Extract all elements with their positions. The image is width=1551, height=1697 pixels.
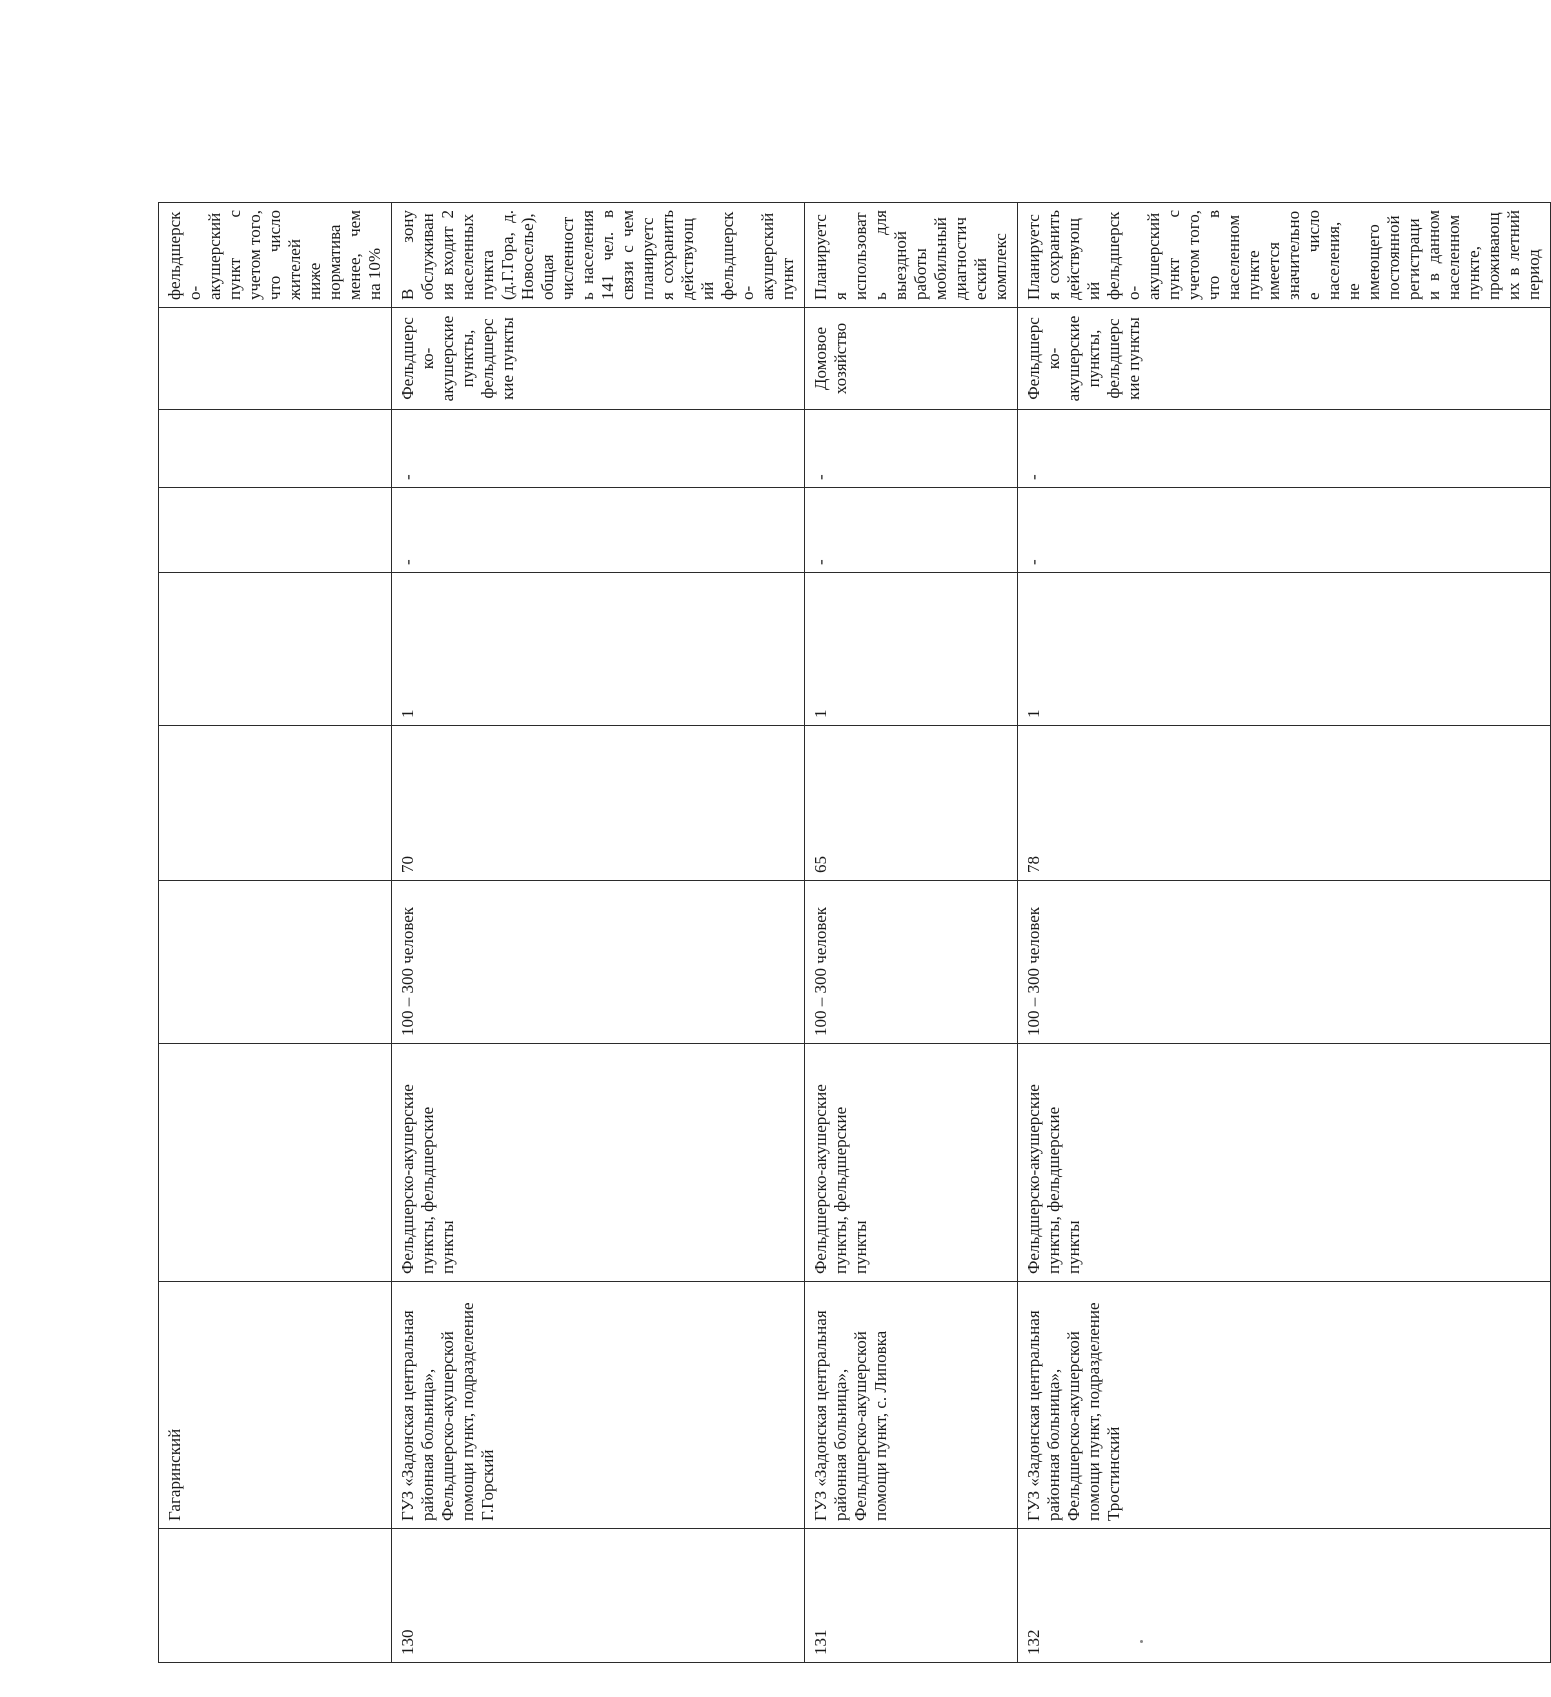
cell-population: 100 – 300 человек [805,881,1018,1044]
cell-district: Гагаринский [159,1282,392,1529]
cell-num: 130 [392,1529,805,1663]
cell-note: В зону обслуживания входит 2 населенных пункта (д.Г.Гора, д. Новоселье), общая численность населения 141 чел. в связи с чем планируется сохранить действующий фельдшерско-акушерский пункт [392,203,805,308]
cell-num: 131 [805,1529,1018,1663]
scan-speck [1140,1640,1143,1643]
cell-type: Фельдшерско-акушерские пункты, фельдшерские пункты [1018,1044,1551,1282]
cell-dash: - [805,410,1018,488]
cell-population: 100 – 300 человек [1018,881,1551,1044]
facilities-table [158,202,1551,1663]
cell-institution: ГУЗ «Задонская центральная районная больница», Фельдшерско-акушерской помощи пункт, с. Липовка [805,1282,1018,1529]
cell-dash: - [1018,410,1551,488]
cell-dash: - [1018,488,1551,573]
cell-count: 1 [392,573,805,726]
cell-dash [159,488,392,573]
cell-type: Фельдшерско-акушерские пункты, фельдшерские пункты [805,1044,1018,1282]
cell-count [159,573,392,726]
cell-form: Фельдшерско-акушерские пункты, фельдшерские пункты [392,308,805,410]
cell-count: 1 [805,573,1018,726]
cell-type: Фельдшерско-акушерские пункты, фельдшерские пункты [392,1044,805,1282]
cell-note: фельдшерско-акушерский пункт с учетом того, что число жителей ниже норматива менее, чем на 10% [159,203,392,308]
cell-value [159,726,392,881]
cell-form: Домовое хозяйство [805,308,1018,410]
table-row [392,203,805,1663]
cell-note: Планируется использовать для выездной работы мобильный диагностический комплекс [805,203,1018,308]
table-row [159,203,392,1663]
cell-note: Планируется сохранить действующий фельдшерско-акушерский пункт с учетом того, что в населенном пункте имеется значительное число населения, не имеющего постоянной регистрации в данном населенном пункте, проживающих в летний период [1018,203,1551,308]
table-row [1018,203,1551,1663]
cell-value: 65 [805,726,1018,881]
cell-dash: - [392,488,805,573]
rotated-table-wrapper [158,203,1543,1663]
table-row [805,203,1018,1663]
cell-institution: ГУЗ «Задонская центральная районная больница», Фельдшерско-акушерской помощи пункт, подразделение Г.Горский [392,1282,805,1529]
cell-num [159,1529,392,1663]
cell-form [159,308,392,410]
cell-dash [159,410,392,488]
cell-value: 78 [1018,726,1551,881]
cell-population: 100 – 300 человек [392,881,805,1044]
cell-value: 70 [392,726,805,881]
cell-population [159,881,392,1044]
cell-dash: - [392,410,805,488]
cell-dash: - [805,488,1018,573]
cell-form: Фельдшерско-акушерские пункты, фельдшерские пункты [1018,308,1551,410]
cell-institution: ГУЗ «Задонская центральная районная больница», Фельдшерско-акушерской помощи пункт, подразделение Тростинский [1018,1282,1551,1529]
cell-count: 1 [1018,573,1551,726]
cell-num: 132 [1018,1529,1551,1663]
cell-type [159,1044,392,1282]
